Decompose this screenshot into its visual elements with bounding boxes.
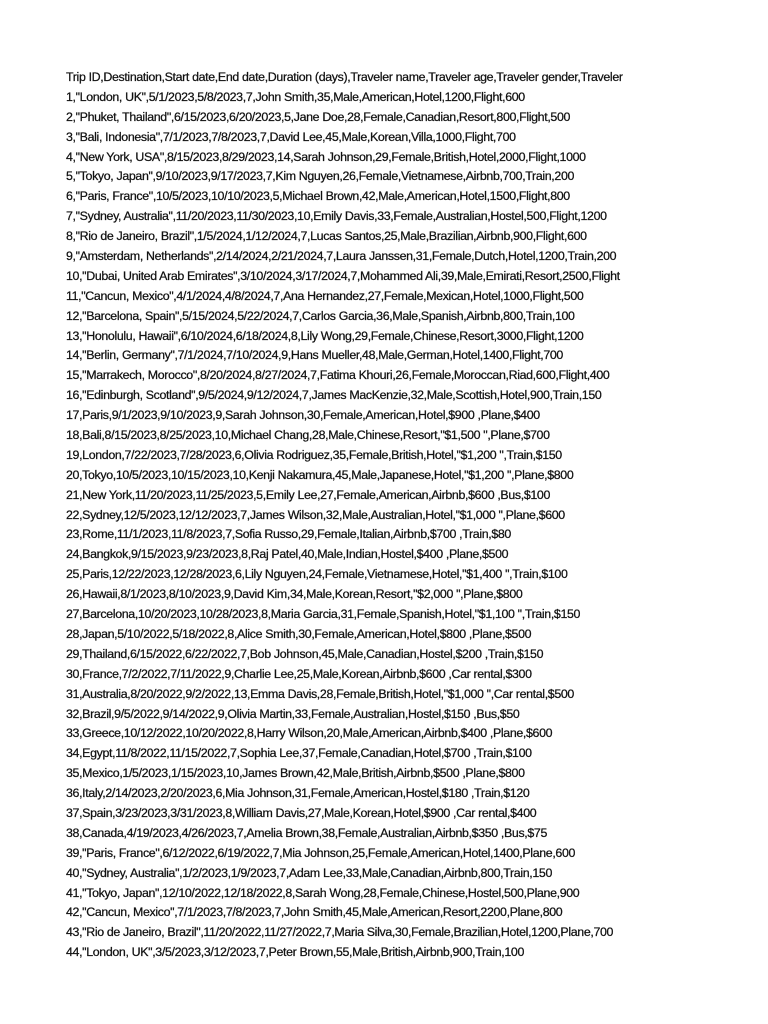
csv-data-line: 41,"Tokyo, Japan",12/10/2022,12/18/2022,8,Sarah Wong,28,Female,Chinese,Hostel,500,Plane,900 bbox=[66, 885, 580, 900]
csv-data-line: 2,"Phuket, Thailand",6/15/2023,6/20/2023,5,Jane Doe,28,Female,Canadian,Resort,800,Flight,500 bbox=[66, 109, 571, 124]
csv-data-line: 29,Thailand,6/15/2022,6/22/2022,7,Bob Johnson,45,Male,Canadian,Hostel,$200 ,Train,$150 bbox=[66, 646, 544, 661]
csv-data-line: 11,"Cancun, Mexico",4/1/2024,4/8/2024,7,Ana Hernandez,27,Female,Mexican,Hotel,1000,Flight,500 bbox=[66, 288, 584, 303]
csv-data-line: 26,Hawaii,8/1/2023,8/10/2023,9,David Kim,34,Male,Korean,Resort,"$2,000 ",Plane,$800 bbox=[66, 587, 523, 602]
csv-data-line: 34,Egypt,11/8/2022,11/15/2022,7,Sophia Lee,37,Female,Canadian,Hotel,$700 ,Train,$100 bbox=[66, 746, 532, 761]
csv-data-line: 38,Canada,4/19/2023,4/26/2023,7,Amelia Brown,38,Female,Australian,Airbnb,$350 ,Bus,$75 bbox=[66, 825, 548, 840]
csv-data-line: 14,"Berlin, Germany",7/1/2024,7/10/2024,9,Hans Mueller,48,Male,German,Hotel,1400,Flight,700 bbox=[66, 348, 563, 363]
csv-data-line: 19,London,7/22/2023,7/28/2023,6,Olivia Rodriguez,35,Female,British,Hotel,"$1,200 ",Train,$150 bbox=[66, 447, 562, 462]
csv-document bbox=[66, 68, 669, 963]
csv-data-line: 3,"Bali, Indonesia",7/1/2023,7/8/2023,7,David Lee,45,Male,Korean,Villa,1000,Flight,700 bbox=[66, 129, 516, 144]
csv-data-line: 17,Paris,9/1/2023,9/10/2023,9,Sarah Johnson,30,Female,American,Hotel,$900 ,Plane,$400 bbox=[66, 408, 540, 423]
csv-data-line: 27,Barcelona,10/20/2023,10/28/2023,8,Maria Garcia,31,Female,Spanish,Hotel,"$1,100 ",Train,$150 bbox=[66, 607, 581, 622]
csv-data-line: 28,Japan,5/10/2022,5/18/2022,8,Alice Smith,30,Female,American,Hotel,$800 ,Plane,$500 bbox=[66, 626, 532, 641]
csv-data-line: 13,"Honolulu, Hawaii",6/10/2024,6/18/2024,8,Lily Wong,29,Female,Chinese,Resort,3000,Flight,1200 bbox=[66, 328, 584, 343]
csv-data-line: 43,"Rio de Janeiro, Brazil",11/20/2022,11/27/2022,7,Maria Silva,30,Female,Brazilian,Hotel,1200,Plane,700 bbox=[66, 925, 614, 940]
csv-data-line: 8,"Rio de Janeiro, Brazil",1/5/2024,1/12/2024,7,Lucas Santos,25,Male,Brazilian,Airbnb,900,Flight,600 bbox=[66, 229, 587, 244]
csv-data-line: 6,"Paris, France",10/5/2023,10/10/2023,5,Michael Brown,42,Male,American,Hotel,1500,Flight,800 bbox=[66, 189, 570, 204]
csv-header-line: Trip ID,Destination,Start date,End date,Duration (days),Traveler name,Traveler age,Traveler gender,Traveler bbox=[66, 70, 623, 84]
csv-data-line: 44,"London, UK",3/5/2023,3/12/2023,7,Peter Brown,55,Male,British,Airbnb,900,Train,100 bbox=[66, 945, 525, 960]
csv-data-line: 23,Rome,11/1/2023,11/8/2023,7,Sofia Russo,29,Female,Italian,Airbnb,$700 ,Train,$80 bbox=[66, 527, 511, 542]
csv-data-line: 21,New York,11/20/2023,11/25/2023,5,Emily Lee,27,Female,American,Airbnb,$600 ,Bus,$100 bbox=[66, 487, 550, 502]
csv-data-line: 32,Brazil,9/5/2022,9/14/2022,9,Olivia Martin,33,Female,Australian,Hostel,$150 ,Bus,$50 bbox=[66, 706, 520, 721]
csv-data-line: 18,Bali,8/15/2023,8/25/2023,10,Michael Chang,28,Male,Chinese,Resort,"$1,500 ",Plane,$700 bbox=[66, 428, 550, 443]
csv-data-line: 33,Greece,10/12/2022,10/20/2022,8,Harry Wilson,20,Male,American,Airbnb,$400 ,Plane,$600 bbox=[66, 726, 553, 741]
csv-data-line: 10,"Dubai, United Arab Emirates",3/10/2024,3/17/2024,7,Mohammed Ali,39,Male,Emirati,Resort,2500,Flight bbox=[66, 268, 620, 283]
csv-data-line: 39,"Paris, France",6/12/2022,6/19/2022,7,Mia Johnson,25,Female,American,Hotel,1400,Plane,600 bbox=[66, 845, 576, 860]
csv-data-line: 22,Sydney,12/5/2023,12/12/2023,7,James Wilson,32,Male,Australian,Hotel,"$1,000 ",Plane,$600 bbox=[66, 507, 565, 522]
csv-data-line: 30,France,7/2/2022,7/11/2022,9,Charlie Lee,25,Male,Korean,Airbnb,$600 ,Car rental,$300 bbox=[66, 666, 532, 681]
csv-data-line: 1,"London, UK",5/1/2023,5/8/2023,7,John Smith,35,Male,American,Hotel,1200,Flight,600 bbox=[66, 89, 525, 104]
csv-data-line: 5,"Tokyo, Japan",9/10/2023,9/17/2023,7,Kim Nguyen,26,Female,Vietnamese,Airbnb,700,Train,200 bbox=[66, 169, 575, 184]
csv-data-line: 42,"Cancun, Mexico",7/1/2023,7/8/2023,7,John Smith,45,Male,American,Resort,2200,Plane,800 bbox=[66, 905, 563, 920]
csv-data-line: 36,Italy,2/14/2023,2/20/2023,6,Mia Johnson,31,Female,American,Hostel,$180 ,Train,$120 bbox=[66, 786, 530, 801]
csv-data-line: 24,Bangkok,9/15/2023,9/23/2023,8,Raj Patel,40,Male,Indian,Hostel,$400 ,Plane,$500 bbox=[66, 547, 509, 562]
csv-data-line: 7,"Sydney, Australia",11/20/2023,11/30/2023,10,Emily Davis,33,Female,Australian,Hostel,500,Flight,1200 bbox=[66, 209, 607, 224]
csv-data-line: 35,Mexico,1/5/2023,1/15/2023,10,James Brown,42,Male,British,Airbnb,$500 ,Plane,$800 bbox=[66, 766, 525, 781]
csv-data-line: 20,Tokyo,10/5/2023,10/15/2023,10,Kenji Nakamura,45,Male,Japanese,Hotel,"$1,200 ",Plane,$800 bbox=[66, 467, 574, 482]
csv-data-line: 31,Australia,8/20/2022,9/2/2022,13,Emma Davis,28,Female,British,Hotel,"$1,000 ",Car rental,$500 bbox=[66, 686, 574, 701]
csv-data-line: 12,"Barcelona, Spain",5/15/2024,5/22/2024,7,Carlos Garcia,36,Male,Spanish,Airbnb,800,Train,100 bbox=[66, 308, 575, 323]
csv-data-line: 40,"Sydney, Australia",1/2/2023,1/9/2023,7,Adam Lee,33,Male,Canadian,Airbnb,800,Train,150 bbox=[66, 865, 553, 880]
csv-data-line: 16,"Edinburgh, Scotland",9/5/2024,9/12/2024,7,James MacKenzie,32,Male,Scottish,Hotel,900,Train,150 bbox=[66, 388, 602, 403]
csv-data-line: 9,"Amsterdam, Netherlands",2/14/2024,2/21/2024,7,Laura Janssen,31,Female,Dutch,Hotel,1200,Train,200 bbox=[66, 249, 617, 264]
csv-data-line: 37,Spain,3/23/2023,3/31/2023,8,William Davis,27,Male,Korean,Hotel,$900 ,Car rental,$400 bbox=[66, 805, 537, 820]
csv-data-line: 4,"New York, USA",8/15/2023,8/29/2023,14,Sarah Johnson,29,Female,British,Hotel,2000,Flight,1000 bbox=[66, 149, 586, 164]
csv-data-line: 15,"Marrakech, Morocco",8/20/2024,8/27/2024,7,Fatima Khouri,26,Female,Moroccan,Riad,600,Flight,400 bbox=[66, 368, 610, 383]
csv-data-line: 25,Paris,12/22/2023,12/28/2023,6,Lily Nguyen,24,Female,Vietnamese,Hotel,"$1,400 ",Train,$100 bbox=[66, 567, 568, 582]
